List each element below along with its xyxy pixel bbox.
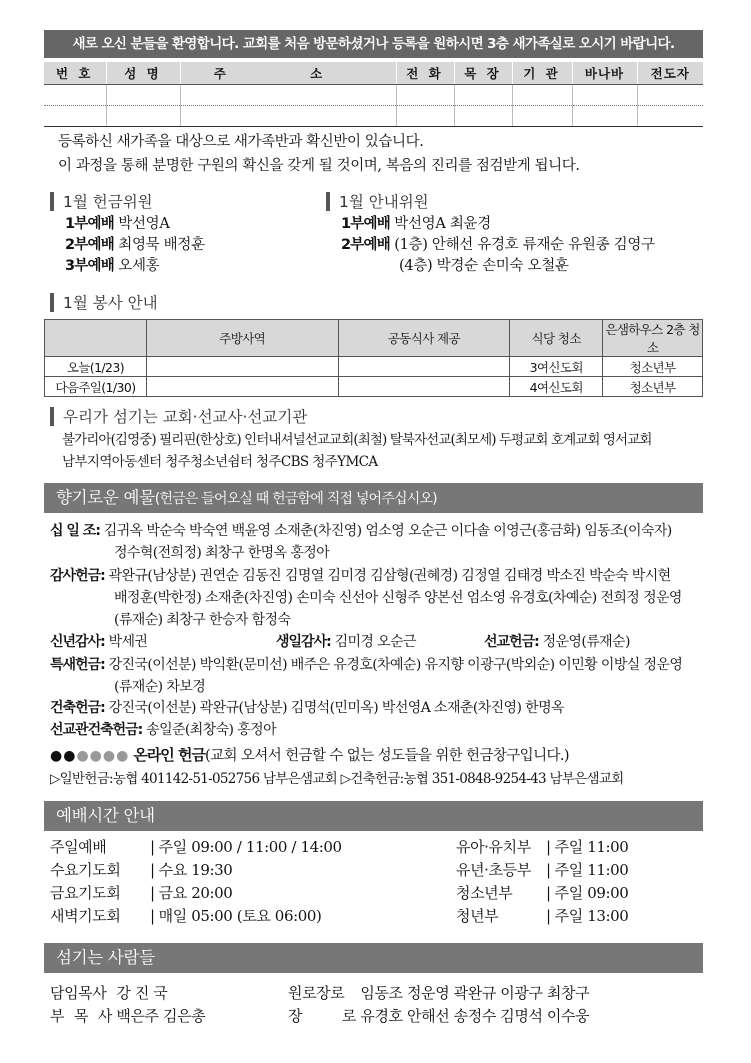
schedule-name: 새벽기도회: [50, 907, 121, 925]
blank-cell[interactable]: [180, 105, 396, 126]
schedule-time: 수요 19:30: [158, 861, 233, 879]
registration-blank-row[interactable]: [44, 105, 703, 126]
schedule-time: 매일 05:00 (토요 06:00): [158, 907, 322, 925]
assoc-pastor-label: 부 목 사: [50, 1007, 112, 1025]
servants-title: 섬기는 사람들: [56, 948, 155, 967]
role-names: 박선영A 최윤경: [394, 216, 491, 232]
service-header-row: [45, 320, 703, 357]
offering-row-3: [65, 254, 159, 275]
guide-row-3: [399, 254, 569, 275]
blank-cell[interactable]: [44, 84, 106, 105]
offering-committee-heading: [50, 190, 153, 212]
schedule-right-3: 청소년부 | 주일 09:00: [456, 884, 629, 902]
section-marker: [50, 293, 54, 312]
service-table: [44, 319, 703, 397]
elders-names: 유경호 안해선 송정수 김명석 이수웅: [360, 1007, 590, 1025]
schedule-time: 주일 11:00: [554, 861, 629, 879]
service-cell: 오늘(1/23): [45, 357, 147, 377]
mission-offering-label: 선교헌금:: [484, 634, 539, 650]
blank-cell[interactable]: [106, 105, 180, 126]
senior-pastor-row: [50, 982, 167, 1003]
birthday-label: 생일감사:: [276, 634, 331, 650]
worship-times-title: 예배시간 안내: [56, 806, 155, 825]
service-guide-title: 1월 봉사 안내: [63, 294, 158, 312]
mission-offering-names: 정운영(류재순): [542, 634, 630, 650]
service-header-kitchen: 주방사역: [146, 320, 338, 357]
schedule-right-1: 유아·유치부 | 주일 11:00: [456, 838, 629, 856]
schedule-time: 금요 20:00: [158, 884, 233, 902]
dots-light-icon: ●●●●: [76, 748, 130, 764]
thanks-label: 감사헌금:: [50, 568, 105, 584]
intro-line-2: 이 과정을 통해 분명한 구원의 확신을 갖게 될 것이며, 복음의 진리를 점검받게 됩니다.: [58, 158, 580, 174]
mission-building-row: [50, 719, 276, 739]
service-cell: [338, 377, 510, 397]
schedule-left-4: 새벽기도회 | 매일 05:00 (토요 06:00): [50, 907, 322, 925]
schedule-name: 유아·유치부: [456, 838, 531, 856]
schedule-right-4: 청년부 | 주일 13:00: [456, 907, 629, 925]
senior-pastor-label: 담임목사: [50, 984, 107, 1002]
header-evangelist: 전도자: [637, 62, 703, 84]
missions-heading: [50, 405, 307, 427]
blank-cell[interactable]: [454, 84, 512, 105]
thanks-row-cont: 배정훈(박한정) 소재춘(차진영) 손미숙 신선아 신형주 양본선 엄소영 유경호(차예순) 전희정 정운영: [114, 590, 682, 606]
role-label: 2부예배: [341, 237, 390, 253]
service-cell: 3여신도회: [510, 357, 603, 377]
thanks-names: 곽완규(남상분) 권연순 김동진 김명열 김미경 김삼형(권혜경) 김정열 김태경 박소진 박순숙 박시현: [108, 568, 671, 584]
service-cell: 4여신도회: [510, 377, 603, 397]
elders-emeritus-row: [288, 982, 589, 1003]
blank-cell[interactable]: [572, 105, 637, 126]
service-guide-heading: [50, 291, 158, 313]
blank-cell[interactable]: [637, 84, 703, 105]
offering-committee-title: 1월 헌금위원: [63, 193, 153, 211]
online-offering-row: [50, 744, 569, 765]
guide-committee-heading: [326, 190, 429, 212]
assoc-pastor-names: 백은주 김은총: [116, 1007, 206, 1025]
building-label: 건축헌금:: [50, 700, 105, 716]
offerings-title: 향기로운 예물: [56, 488, 155, 507]
role-names: 최영묵 배정훈: [118, 237, 205, 253]
offerings-subtitle: (헌금은 들어오실 때 헌금함에 직접 넣어주십시오): [154, 491, 437, 507]
blank-cell[interactable]: [396, 84, 454, 105]
blank-cell[interactable]: [396, 105, 454, 126]
schedule-time: 주일 11:00: [554, 838, 629, 856]
schedule-right-2: 유년·초등부 | 주일 11:00: [456, 861, 629, 879]
blank-cell[interactable]: [512, 84, 572, 105]
worship-times-band: [44, 801, 703, 831]
account-line: ▷일반헌금:농협 401142-51-052756 남부은샘교회 ▷건축헌금:농협 351-0848-9254-43 남부은샘교회: [50, 771, 624, 787]
service-header-blank: [45, 320, 147, 357]
missions-line-1: 불가리아(김영중) 필리핀(한상호) 인터내셔널선교교회(최철) 탈북자선교(최모세) 두평교회 호계교회 영서교회: [62, 432, 652, 448]
service-row-today: [45, 357, 703, 377]
thanks-row-cont-2: (류재순) 최창구 한승자 함정숙: [114, 612, 291, 628]
dots-dark-icon: ●●: [50, 748, 77, 764]
birthday-names: 김미경 오순근: [334, 634, 416, 650]
role-label: 3부예배: [65, 258, 114, 274]
schedule-name: 주일예배: [50, 838, 107, 856]
servants-band: [44, 943, 703, 973]
header-cell-group: 목 장: [454, 62, 512, 84]
header-name: 성 명: [106, 62, 180, 84]
missions-title: 우리가 섬기는 교회·선교사·선교기관: [63, 408, 308, 426]
registration-table: [44, 62, 703, 127]
tithe-row-cont: 정수혁(전희정) 최창구 한명옥 홍정아: [114, 545, 330, 561]
role-names: 오세홍: [118, 258, 160, 274]
mission-building-names: 송일준(최창숙) 홍정아: [146, 722, 277, 738]
blank-cell[interactable]: [454, 105, 512, 126]
guide-committee-title: 1월 안내위원: [339, 193, 429, 211]
birthday-row: [276, 631, 416, 651]
thanks-row: [50, 565, 671, 585]
role-label: 1부예배: [65, 216, 114, 232]
schedule-name: 청년부: [456, 907, 499, 925]
missions-line-2: 남부지역아동센터 청주청소년쉼터 청주CBS 청주YMCA: [62, 454, 378, 470]
blank-cell[interactable]: [180, 84, 396, 105]
section-marker: [50, 192, 54, 211]
welcome-banner: 새로 오신 분들을 환영합니다. 교회를 처음 방문하셨거나 등록을 원하시면 3층 새가족실로 오시기 바랍니다.: [44, 30, 703, 58]
guide-row-2: [341, 233, 655, 254]
newyear-names: 박세권: [108, 634, 148, 650]
schedule-time: 주일 13:00: [554, 907, 629, 925]
mission-offering-row: [484, 631, 630, 651]
schedule-time: 주일 09:00: [554, 884, 629, 902]
special-row-cont: (류재순) 차보경: [114, 679, 206, 695]
senior-pastor-name: 강 진 국: [116, 984, 168, 1002]
schedule-left-3: 금요기도회 | 금요 20:00: [50, 884, 233, 902]
service-header-house: 은샘하우스 2층 청소: [603, 320, 703, 357]
online-offering-title: 온라인 헌금: [133, 746, 206, 764]
schedule-name: 수요기도회: [50, 861, 121, 879]
service-cell: 다음주일(1/30): [45, 377, 147, 397]
schedule-time: 주일 09:00 / 11:00 / 14:00: [158, 838, 342, 856]
role-names: (1층) 안해선 유경호 류재순 유원종 김영구: [394, 237, 655, 253]
tithe-row: [50, 520, 672, 540]
service-cell: 청소년부: [603, 357, 703, 377]
elders-emeritus-names: 임동조 정운영 곽완규 이광구 최창구: [360, 984, 590, 1002]
role-label: 2부예배: [65, 237, 114, 253]
blank-cell[interactable]: [637, 105, 703, 126]
blank-cell[interactable]: [512, 105, 572, 126]
service-cell: 청소년부: [603, 377, 703, 397]
service-header-meal: 공동식사 제공: [338, 320, 510, 357]
building-row: [50, 697, 564, 717]
service-cell: [146, 377, 338, 397]
special-names: 강진국(이선분) 박익환(문미선) 배주은 유경호(차예순) 유지향 이광구(박외순) 이민황 이방실 정운영: [108, 657, 683, 673]
schedule-name: 금요기도회: [50, 884, 121, 902]
service-header-cafeteria: 식당 청소: [510, 320, 603, 357]
offering-row-2: [65, 233, 205, 254]
header-address: 주 소: [180, 62, 396, 84]
service-cell: [338, 357, 510, 377]
building-names: 강진국(이선분) 곽완규(남상분) 김명석(민미옥) 박선영A 소재춘(차진영) 한명옥: [108, 700, 564, 716]
service-cell: [146, 357, 338, 377]
schedule-name: 청소년부: [456, 884, 513, 902]
guide-row-1: [341, 212, 491, 233]
header-barnabas: 바나바: [572, 62, 637, 84]
offerings-band: [44, 483, 703, 513]
mission-building-label: 선교관건축헌금:: [50, 722, 143, 738]
service-row-next: [45, 377, 703, 397]
intro-line-1: 등록하신 새가족을 대상으로 새가족반과 확신반이 있습니다.: [58, 134, 424, 150]
online-offering-note: (교회 오셔서 헌금할 수 없는 성도들을 위한 헌금창구입니다.): [205, 748, 569, 764]
special-label: 특새헌금:: [50, 657, 105, 673]
elders-label: 장 로: [288, 1007, 356, 1025]
role-names: 박선영A: [118, 216, 170, 232]
blank-cell[interactable]: [572, 84, 637, 105]
role-label: 1부예배: [341, 216, 390, 232]
offering-row-1: [65, 212, 170, 233]
role-names: (4층) 박경순 손미숙 오철훈: [399, 258, 569, 274]
special-row: [50, 654, 682, 674]
registration-header-row: [44, 62, 703, 84]
tithe-label: 십 일 조:: [50, 523, 100, 539]
tithe-names: 김귀옥 박순숙 박숙연 백윤영 소재춘(차진영) 엄소영 오순근 이다솔 이영근(홍금화) 임동조(이숙자): [103, 523, 672, 539]
section-marker: [50, 407, 54, 426]
header-phone: 전 화: [396, 62, 454, 84]
elders-emeritus-label: 원로장로: [288, 984, 345, 1002]
newyear-row: [50, 631, 147, 651]
header-organization: 기 관: [512, 62, 572, 84]
blank-cell[interactable]: [106, 84, 180, 105]
elders-row: [288, 1005, 589, 1026]
blank-cell[interactable]: [44, 105, 106, 126]
header-number: 번 호: [44, 62, 106, 84]
newyear-label: 신년감사:: [50, 634, 105, 650]
registration-blank-row[interactable]: [44, 84, 703, 105]
schedule-left-1: 주일예배 | 주일 09:00 / 11:00 / 14:00: [50, 838, 342, 856]
assoc-pastor-row: [50, 1005, 205, 1026]
schedule-name: 유년·초등부: [456, 861, 531, 879]
section-marker: [326, 192, 330, 211]
schedule-left-2: 수요기도회 | 수요 19:30: [50, 861, 233, 879]
